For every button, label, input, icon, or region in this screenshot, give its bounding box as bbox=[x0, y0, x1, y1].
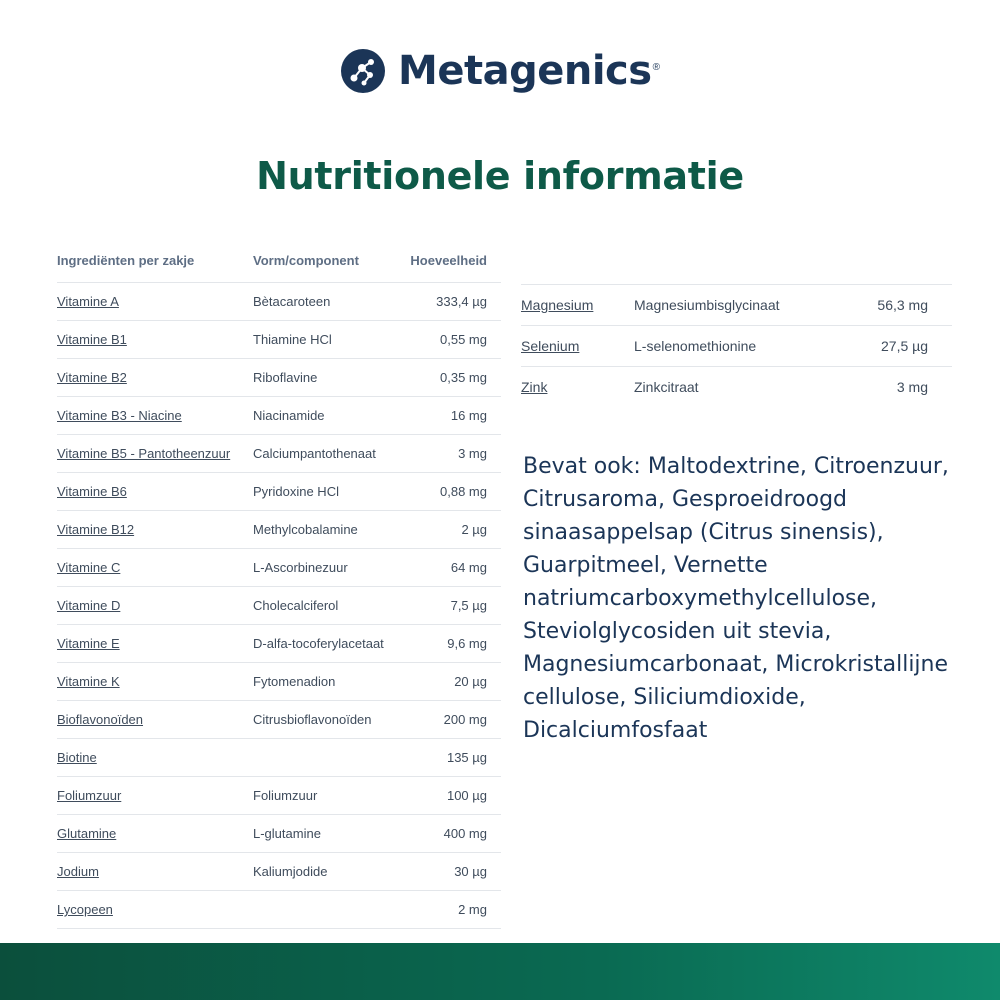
ingredient-form: Methylcobalamine bbox=[253, 522, 358, 537]
table-row bbox=[521, 285, 952, 326]
ingredient-form: L-Ascorbinezuur bbox=[253, 560, 348, 575]
ingredient-form: Calciumpantothenaat bbox=[253, 446, 376, 461]
ingredient-link[interactable]: Vitamine B5 - Pantotheenzuur bbox=[57, 446, 231, 461]
table-row bbox=[57, 435, 501, 473]
ingredient-link[interactable]: Glutamine bbox=[57, 826, 117, 841]
ingredient-link[interactable]: Vitamine E bbox=[57, 636, 120, 651]
table-row bbox=[57, 891, 501, 929]
ingredient-amount: 200 mg bbox=[443, 712, 487, 727]
ingredient-link[interactable]: Jodium bbox=[57, 864, 99, 879]
table-row bbox=[521, 326, 952, 367]
ingredient-amount: 30 µg bbox=[454, 864, 487, 879]
brand-name: Metagenics bbox=[398, 48, 652, 94]
molecule-logo-icon bbox=[340, 48, 386, 94]
ingredient-amount: 9,6 mg bbox=[447, 636, 487, 651]
ingredient-form: Kaliumjodide bbox=[253, 864, 328, 879]
table-row bbox=[57, 739, 501, 777]
ingredient-form: L-glutamine bbox=[253, 826, 321, 841]
ingredient-link[interactable]: Selenium bbox=[521, 338, 580, 354]
ingredient-amount: 64 mg bbox=[450, 560, 487, 575]
ingredient-form: Fytomenadion bbox=[253, 674, 336, 689]
ingredient-amount: 0,55 mg bbox=[440, 332, 487, 347]
ingredient-amount: 16 mg bbox=[450, 408, 487, 423]
ingredient-link[interactable]: Magnesium bbox=[521, 297, 594, 313]
ingredient-amount: 0,35 mg bbox=[440, 370, 487, 385]
table-row bbox=[57, 359, 501, 397]
ingredient-amount: 135 µg bbox=[446, 750, 487, 765]
ingredient-form: Pyridoxine HCl bbox=[253, 484, 339, 499]
table-row bbox=[57, 473, 501, 511]
ingredient-amount: 3 mg bbox=[896, 379, 928, 395]
ingredient-amount: 2 µg bbox=[461, 522, 487, 537]
ingredient-form: Bètacaroteen bbox=[253, 294, 331, 309]
ingredient-form: Magnesiumbisglycinaat bbox=[634, 297, 780, 313]
table-row bbox=[57, 283, 501, 321]
ingredient-link[interactable]: Vitamine B6 bbox=[57, 484, 127, 499]
header-form: Vorm/component bbox=[253, 252, 359, 268]
footer-band bbox=[0, 943, 1000, 1000]
header-ingredients: Ingrediënten per zakje bbox=[57, 252, 195, 268]
ingredient-amount: 7,5 µg bbox=[450, 598, 487, 613]
ingredient-form: D-alfa-tocoferylacetaat bbox=[253, 636, 384, 651]
ingredient-link[interactable]: Vitamine A bbox=[57, 294, 119, 309]
ingredient-link[interactable]: Vitamine B2 bbox=[57, 370, 127, 385]
ingredient-amount: 27,5 µg bbox=[881, 338, 928, 354]
table-row bbox=[57, 625, 501, 663]
ingredient-amount: 2 mg bbox=[458, 902, 487, 917]
ingredient-link[interactable]: Vitamine C bbox=[57, 560, 121, 575]
ingredient-link[interactable]: Lycopeen bbox=[57, 902, 113, 917]
ingredient-link[interactable]: Bioflavonoïden bbox=[57, 712, 144, 727]
page-title: Nutritionele informatie bbox=[256, 154, 744, 198]
ingredient-form: Cholecalciferol bbox=[253, 598, 339, 613]
table-row bbox=[57, 777, 501, 815]
ingredient-form: Thiamine HCl bbox=[253, 332, 332, 347]
ingredient-form: Zinkcitraat bbox=[634, 379, 699, 395]
ingredient-link[interactable]: Biotine bbox=[57, 750, 97, 765]
ingredient-link[interactable]: Vitamine D bbox=[57, 598, 121, 613]
ingredient-amount: 56,3 mg bbox=[877, 297, 928, 313]
ingredient-link[interactable]: Zink bbox=[521, 379, 548, 395]
table-row bbox=[57, 587, 501, 625]
table-row bbox=[57, 549, 501, 587]
ingredient-amount: 333,4 µg bbox=[436, 294, 487, 309]
ingredient-form: Foliumzuur bbox=[253, 788, 318, 803]
ingredient-amount: 100 µg bbox=[446, 788, 487, 803]
table-row bbox=[57, 397, 501, 435]
table-row bbox=[57, 815, 501, 853]
ingredient-form: Niacinamide bbox=[253, 408, 325, 423]
ingredient-link[interactable]: Vitamine K bbox=[57, 674, 120, 689]
header-amount: Hoeveelheid bbox=[410, 252, 487, 268]
minerals-table bbox=[521, 284, 952, 407]
table-header bbox=[57, 238, 501, 283]
ingredient-form: L-selenomethionine bbox=[634, 338, 757, 354]
ingredient-amount: 0,88 mg bbox=[440, 484, 487, 499]
ingredient-form: Riboflavine bbox=[253, 370, 318, 385]
table-row bbox=[57, 321, 501, 359]
table-row bbox=[57, 853, 501, 891]
ingredient-form: Citrusbioflavonoïden bbox=[253, 712, 372, 727]
ingredient-amount: 400 mg bbox=[443, 826, 487, 841]
table-row bbox=[521, 367, 952, 407]
registered-mark: ® bbox=[652, 62, 660, 73]
ingredient-link[interactable]: Foliumzuur bbox=[57, 788, 122, 803]
table-row bbox=[57, 701, 501, 739]
ingredient-link[interactable]: Vitamine B1 bbox=[57, 332, 127, 347]
brand-logo bbox=[0, 48, 1000, 94]
ingredient-amount: 20 µg bbox=[454, 674, 487, 689]
also-contains-text: Bevat ook: Maltodextrine, Citroenzuur, Citrusaroma, Gesproeidroogd sinaasappelsap (Citrus sinensis), Guarpitmeel, Vernette natriumcarboxymethylcellulose, Steviolglycosiden uit stevia, Magnesiumcarbonaat, Microkristallijne cellulose, Siliciumdioxide, Dicalciumfosfaat bbox=[523, 454, 949, 743]
ingredient-link[interactable]: Vitamine B3 - Niacine bbox=[57, 408, 182, 423]
table-row bbox=[57, 663, 501, 701]
ingredients-table bbox=[57, 238, 501, 929]
ingredient-link[interactable]: Vitamine B12 bbox=[57, 522, 135, 537]
ingredient-amount: 3 mg bbox=[458, 446, 487, 461]
table-row bbox=[57, 511, 501, 549]
